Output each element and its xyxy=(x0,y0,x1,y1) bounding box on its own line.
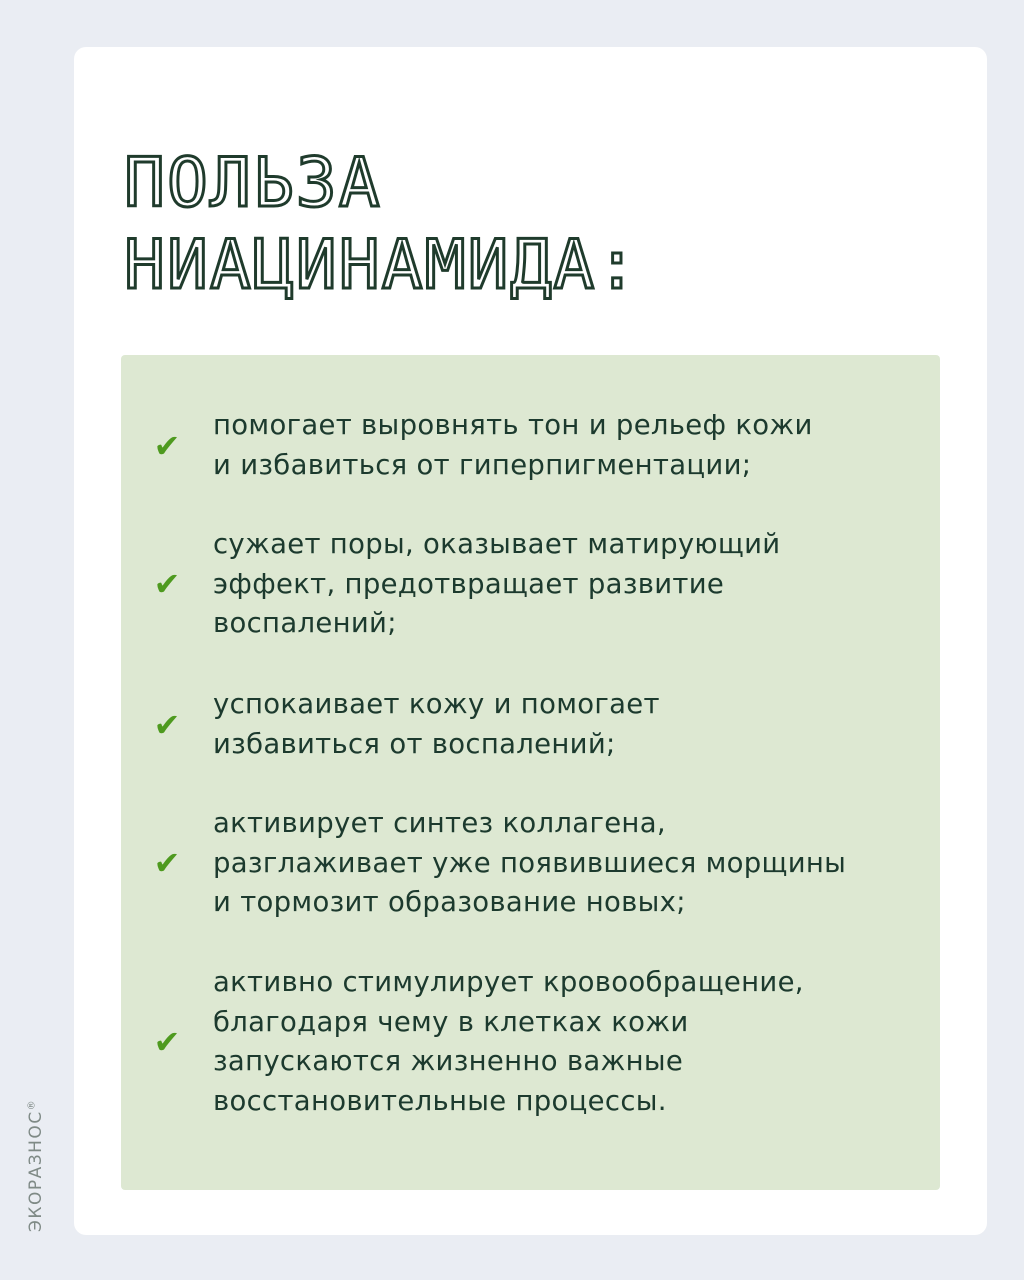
benefit-item-5 xyxy=(121,963,940,1121)
brand-name: ЭКОРАЗНОС xyxy=(26,1110,46,1232)
benefit-text xyxy=(213,525,940,644)
benefit-line: воспалений; xyxy=(213,607,397,639)
benefits-panel xyxy=(121,355,940,1190)
benefit-item-2 xyxy=(121,525,940,644)
benefit-line: помогает выровнять тон и рельеф кожи xyxy=(213,409,813,441)
benefit-line: благодаря чему в клетках кожи xyxy=(213,1005,689,1038)
benefit-line: успокаивает кожу и помогает xyxy=(213,688,660,720)
benefit-item-3 xyxy=(121,685,940,764)
benefit-line: восстановительные процессы. xyxy=(213,1084,667,1117)
benefit-item-4 xyxy=(121,804,940,923)
check-icon: ✔ xyxy=(153,565,181,604)
check-icon: ✔ xyxy=(153,426,181,465)
benefit-line: и тормозит образование новых; xyxy=(213,886,686,918)
check-icon: ✔ xyxy=(153,844,181,883)
benefit-text xyxy=(213,406,940,485)
benefit-text xyxy=(213,685,940,764)
benefit-line: активирует синтез коллагена, xyxy=(213,807,666,839)
benefit-line: активно стимулирует кровообращение, xyxy=(213,966,804,998)
brand-logo xyxy=(26,1099,46,1232)
content-card xyxy=(74,47,987,1235)
benefit-text xyxy=(213,963,940,1121)
check-icon: ✔ xyxy=(153,1023,181,1061)
benefit-item-1 xyxy=(121,406,940,485)
check-icon: ✔ xyxy=(153,705,181,744)
title-line-2: НИАЦИНАМИДА: xyxy=(124,226,640,305)
benefit-text xyxy=(213,804,940,923)
page-title xyxy=(124,143,639,307)
benefit-line: запускаются жизненно важные xyxy=(213,1045,684,1077)
benefit-line: сужает поры, оказывает матирующий xyxy=(213,528,781,560)
title-line-1: ПОЛЬЗА xyxy=(124,144,382,223)
benefit-line: эффект, предотвращает развитие xyxy=(213,567,725,600)
benefit-line: разглаживает уже появившиеся морщины xyxy=(213,846,847,879)
registered-mark: ® xyxy=(26,1098,38,1111)
benefit-line: и избавиться от гиперпигментации; xyxy=(213,448,752,481)
benefit-line: избавиться от воспалений; xyxy=(213,727,616,760)
